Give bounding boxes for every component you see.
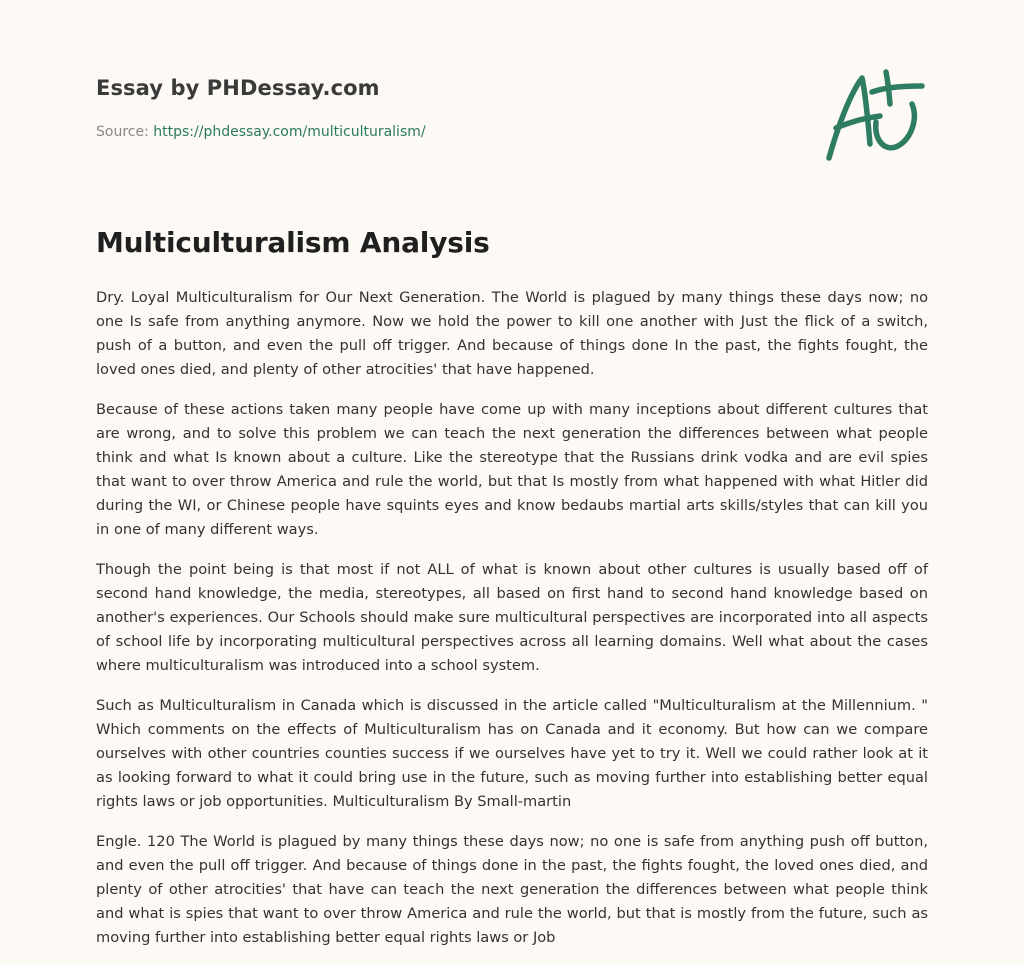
essay-paragraph: Engle. 120 The World is plagued by many things these days now; no one is safe from anything push off button, and even the pull off trigger. And because of things done in the past, the fights fought, the loved ones died, and plenty of other atrocities' that have can teach the next generation the differences between what people think and what is spies that want to over throw America and rule the world, but that is mostly from the future, such as moving further into establishing better equal rights laws or Job: [96, 833, 928, 946]
source-link[interactable]: https://phdessay.com/multiculturalism/: [153, 124, 426, 140]
source-line: [96, 124, 426, 140]
essay-paragraph: Dry. Loyal Multiculturalism for Our Next Generation. The World is plagued by many things these days now; no one Is safe from anything anymore. Now we hold the power to kill one another with Just the flick of a switch, push of a button, and even the pull off trigger. And because of things done In the past, the fights fought, the loved ones died, and plenty of other atrocities' that have happened.: [96, 289, 928, 378]
source-label: Source:: [96, 124, 154, 140]
essay-paragraph: Though the point being is that most if not ALL of what is known about other cultures is usually based off of second hand knowledge, the media, stereotypes, all based on first hand to second hand knowledge based on another's experiences. Our Schools should make sure multicultural perspectives are incorporated into all aspects of school life by incorporating multicultural perspectives across all learning domains. Well what about the cases where multiculturalism was introduced into a school system.: [96, 561, 928, 674]
a-plus-grade-icon: [820, 66, 930, 166]
document-title: Multiculturalism Analysis: [96, 226, 490, 259]
essay-paragraph: Such as Multiculturalism in Canada which is discussed in the article called "Multiculturalism at the Millennium. " Which comments on the effects of Multiculturalism has on Canada and it economy. But how can we compare ourselves with other countries counties success if we ourselves have yet to try it. Well we could rather look at it as looking forward to what it could bring use in the future, such as moving further into establishing better equal rights laws or job opportunities. Multiculturalism By Small-martin: [96, 697, 928, 810]
site-brand: Essay by PHDessay.com: [96, 76, 380, 100]
essay-body: [96, 286, 928, 964]
essay-paragraph: Because of these actions taken many people have come up with many inceptions about different cultures that are wrong, and to solve this problem we can teach the next generation the differences between what people think and what Is known about a culture. Like the stereotype that the Russians drink vodka and are evil spies that want to over throw America and rule the world, but that Is mostly from what happened with what Hitler did during the WI, or Chinese people have squints eyes and know bedaubs martial arts skills/styles that can kill you in one of many different ways.: [96, 401, 928, 538]
